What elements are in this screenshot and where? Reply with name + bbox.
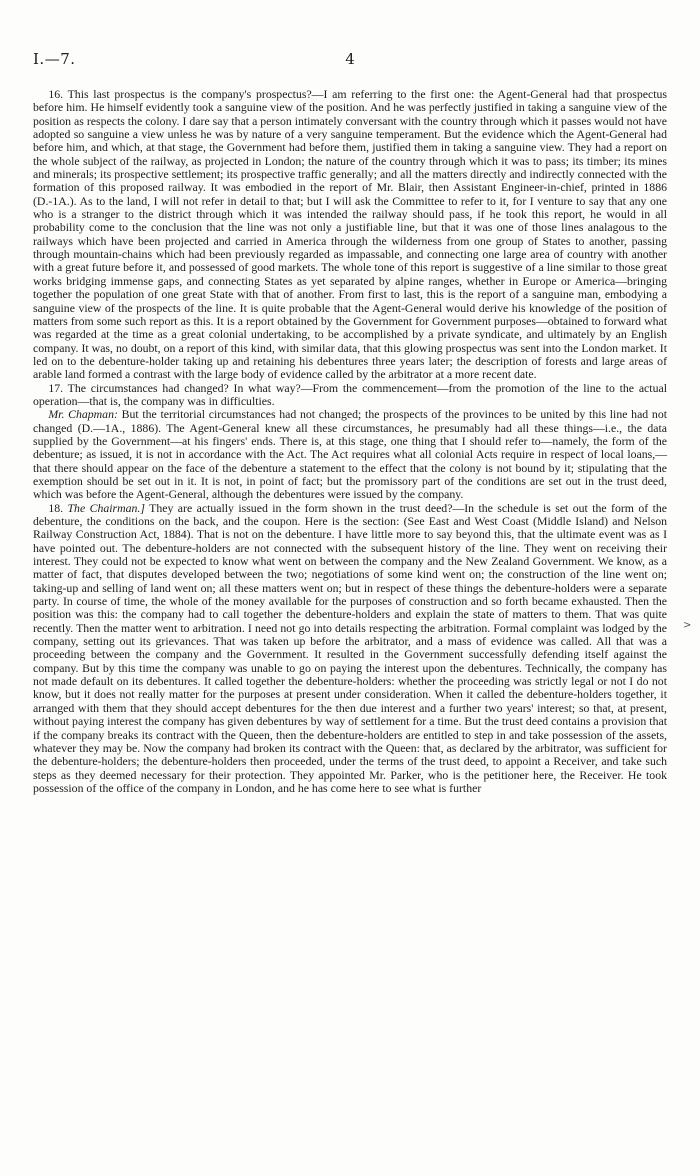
paragraph-18 (33, 502, 667, 796)
speaker-label: The Chairman.] (67, 500, 145, 515)
paragraph-text: 16. This last prospectus is the company's prospectus?—I am referring to the first one: the Agent-General had that prospectus before him. He himself evidently took a sanguine view of the position. And he was perfectly justified in taking a sanguine view of the position as respects the colony. I dare say that a person intimately conversant with the country through which it passes would not have adopted so sanguine a view unless he was by nature of a very sanguine temperament. But the evidence which the Agent-General had before him, and which, at that stage, the Government had before them, justified them in taking a sanguine view. They had a report on the whole subject of the railway, as projected in London; the nature of the country through which it was to pass; its timber; its mines and minerals; its prospective settlement; its prospective traffic generally; and all the matters directly and indirectly connected with the formation of this proposed railway. It was embodied in the report of Mr. Blair, then Assistant Engineer-in-chief, printed in 1886 (D.-1A.). As to the land, I will not refer in detail to that; but I will ask the Committee to refer to it, for I venture to say that any one who is a stranger to the district through which it was intended the railway should pass, if he took this report, he would in all probability come to the conclusion that the line was not only a justifiable line, but that it was one of those lines analagous to the railways which have been projected and carried in America through the wilderness from one group of States to another, passing through mountain-chains which had been previously regarded as impassable, and connecting one large area of country with another with a great future before it, and possessed of good markets. The whole tone of this report is suggestive of a line similar to those great works bridging immense gaps, and connecting States as yet separated by alpine ranges, whether in Europe or America—bringing together the population of one great State with that of another. From first to last, this is the report of a sanguine man, embodying a sanguine view of the prospects of the line. It is quite probable that the Agent-General would derive his knowledge of the position of matters from some such report as this. It is a report obtained by the Government for Government purposes—obtained to forward what was regarded at the time as a great colonial undertaking, to be accomplished by a private syndicate, and ultimately by an English company. It was, no doubt, on a report of this kind, with similar data, that this glowing prospectus was sent into the London market. It led on to the debenture-holder taking up and retaining his debentures three years later; the description of forests and large areas of arable land formed a contrast with the large body of evidence called by the arbitrator at a more recent date. (33, 87, 667, 382)
paragraph-17 (33, 382, 667, 409)
paragraph-text: 17. The circumstances had changed? In what way?—From the commencement—from the promotion of the line to the actual operation—that is, the company was in difficulties. (33, 380, 667, 408)
margin-mark: > (683, 620, 692, 631)
document-reference: I.—7. (33, 50, 76, 68)
paragraph-text: They are actually issued in the form shown in the trust deed?—In the schedule is set out the form of the debenture, the conditions on the back, and the coupon. Here is the section: (See East and West Coast (Middle Island) and Nelson Railway Construction Act, 1884). That is not on the debenture. I have little more to say beyond this, that the ultimate event was as I have pointed out. The debenture-holders are not connected with the subsequent history of the line. They went on receiving their interest. They could not be expected to know what went on between the company and the New Zealand Government. We know, as a matter of fact, that disputes developed between the two; negotiations of some kind went on; the construction of the line went on; taking-up and selling of land went on; all these matters went on; but in respect of these things the debenture-holders were a separate party. In course of time, the whole of the money available for the purposes of construction and so forth became exhausted. Then the position was this: the company had to call together the debenture-holders and explain the state of matters to them. That was quite recently. Then the matter went to arbitration. I need not go into details respecting the arbitration. Formal complaint was lodged by the company, setting out its grievances. That was taken up before the arbitrator, and a mass of evidence was called. All that was a proceeding between the company and the Government. It resulted in the Government successfully defending itself against the company. But by this time the company was unable to go on paying the interest upon the debentures. Technically, the company has not made default on its debentures. It called together the debenture-holders: whether the proceeding was strictly legal or not I do not know, but it does not really matter for the purposes at present under consideration. When it called the debenture-holders together, it arranged with them that they should accept debentures for the then due interest and a further two years' interest; so that, at present, without paying interest the company has given debentures by way of settlement for a time. But the trust deed contains a provision that if the company breaks its contract with the Queen, then the debenture-holders are entitled to step in and take possession of the assets, whatever they may be. Now the company had broken its contract with the Queen: that, as declared by the arbitrator, was sufficient for the debenture-holders; the debenture-holders then proceeded, under the terms of the trust deed, to appoint a Receiver, and take such steps as they deemed necessary for their protection. They appointed Mr. Parker, who is the petitioner here, the Receiver. He took possession of the office of the company in London, and he has come here to see what is further (33, 500, 667, 795)
paragraph-text: But the territorial circumstances had not changed; the prospects of the provinces to be united by this line had not changed (D.—1A., 1886). The Agent-General knew all these circumstances, he presumably had all these things—i.e., the data supplied by the Government—at his fingers' ends. There is, at this stage, one thing that I should refer to—namely, the form of the debenture; as issued, it is not in accordance with the Act. The Act requires what all colonial Acts require in respect of local loans,—that there should appear on the face of the debenture a statement to the effect that the colony is not bound by it; stipulating that the exemption should be set out in it. It is not, in point of fact; but the promissory part of the conditions are set out in the trust deed, which was before the Agent-General, although the debentures were issued by the company. (33, 407, 667, 502)
page-number: 4 (345, 50, 355, 68)
paragraph-16 (33, 88, 667, 382)
page-header (33, 50, 667, 72)
speaker-label: Mr. Chapman: (48, 407, 118, 422)
paragraph-number: 18. (48, 500, 68, 515)
body-text (33, 88, 667, 795)
paragraph-chapman (33, 408, 667, 501)
